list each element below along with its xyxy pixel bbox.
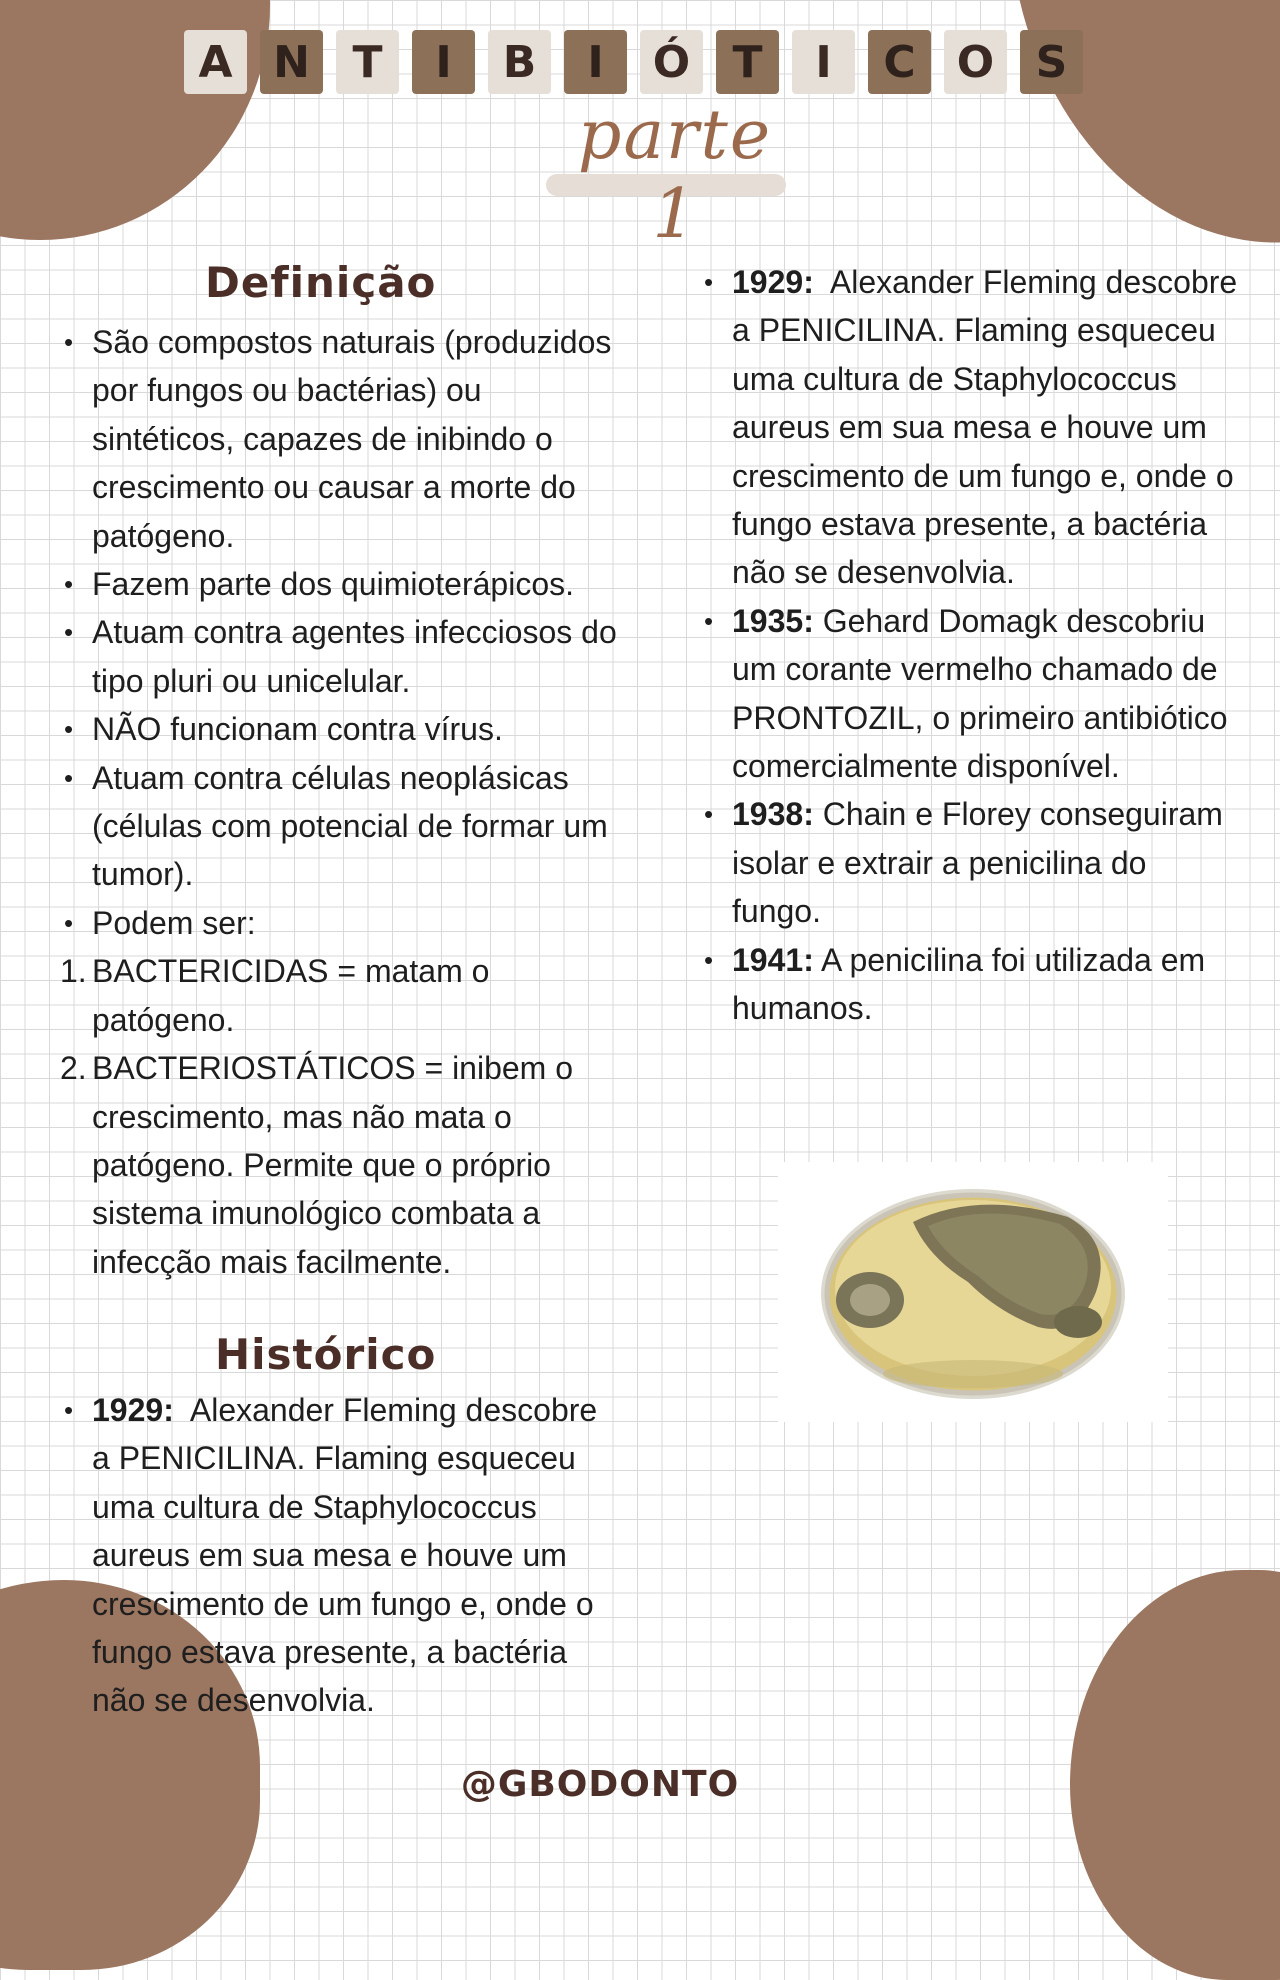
history-text: A penicilina foi utilizada em humanos. xyxy=(732,941,1206,1027)
definicao-list xyxy=(62,318,632,1286)
title-letter: O xyxy=(944,30,1007,94)
title-letter: N xyxy=(260,30,323,94)
history-item xyxy=(62,1386,622,1725)
subtitle: parte 1 xyxy=(577,96,773,254)
title-letter: I xyxy=(412,30,475,94)
definicao-heading: Definição xyxy=(205,258,437,307)
historico-right-list xyxy=(702,258,1242,1033)
title-letter: A xyxy=(184,30,247,94)
title-letter: I xyxy=(792,30,855,94)
item-text: BACTERICIDAS = matam o patógeno. xyxy=(92,953,490,1038)
history-item xyxy=(702,597,1242,791)
history-year: 1929: xyxy=(732,264,814,300)
title-letter: Ó xyxy=(640,30,703,94)
historico-heading: Histórico xyxy=(215,1330,437,1379)
list-item: • NÃO funcionam contra vírus. xyxy=(62,705,632,753)
history-year: 1935: xyxy=(732,602,814,639)
history-text: Alexander Fleming descobre a PENICILINA. Flaming esqueceu uma cultura de Staphylococcus aureus em sua mesa e houve um crescimento de um fungo e, onde o fungo estava presente, a bactéria não se desenvolvia. xyxy=(92,1392,598,1719)
history-text: Alexander Fleming descobre a PENICILINA. Flaming esqueceu uma cultura de Staphylococcus aureus em sua mesa e houve um crescimento de um fungo e, onde o fungo estava presente, a bactéria não se desenvolvia. xyxy=(732,264,1238,591)
list-item: • Podem ser: xyxy=(62,899,632,947)
page-title xyxy=(184,30,1083,94)
item-number: 1. xyxy=(60,953,87,990)
list-item: • Fazem parte dos quimioterápicos. xyxy=(62,560,632,608)
list-item: • Atuam contra células neoplásicas (células com potencial de formar um tumor). xyxy=(62,754,632,899)
history-item xyxy=(702,790,1242,935)
history-item xyxy=(702,258,1242,597)
list-item: • Atuam contra agentes infecciosos do tipo pluri ou unicelular. xyxy=(62,608,632,705)
history-year: 1941: xyxy=(732,941,814,978)
history-year: 1938: xyxy=(732,796,814,833)
petri-dish-image xyxy=(778,1162,1168,1422)
title-letter: S xyxy=(1020,30,1083,94)
list-item: • São compostos naturais (produzidos por fungos ou bactérias) ou sintéticos, capazes de inibindo o crescimento ou causar a morte do patógeno. xyxy=(62,318,632,560)
title-letter: I xyxy=(564,30,627,94)
history-year: 1929: xyxy=(92,1392,174,1428)
numbered-item xyxy=(62,1044,632,1286)
history-text: Gehard Domagk descobriu um corante vermelho chamado de PRONTOZIL, o primeiro antibiótico comercialmente disponível. xyxy=(732,602,1228,785)
title-letter: B xyxy=(488,30,551,94)
historico-left-list xyxy=(62,1386,622,1725)
title-letter: C xyxy=(868,30,931,94)
numbered-item xyxy=(62,947,632,1044)
item-number: 2. xyxy=(60,1050,87,1087)
history-item xyxy=(702,936,1242,1033)
footer-handle: @GBODONTO xyxy=(460,1764,740,1805)
title-letter: T xyxy=(336,30,399,94)
history-text: Chain e Florey conseguiram isolar e extrair a penicilina do fungo. xyxy=(732,796,1223,930)
item-text: BACTERIOSTÁTICOS = inibem o crescimento, mas não mata o patógeno. Permite que o próprio sistema imunológico combata a infecção mais facilmente. xyxy=(92,1050,574,1280)
title-letter: T xyxy=(716,30,779,94)
